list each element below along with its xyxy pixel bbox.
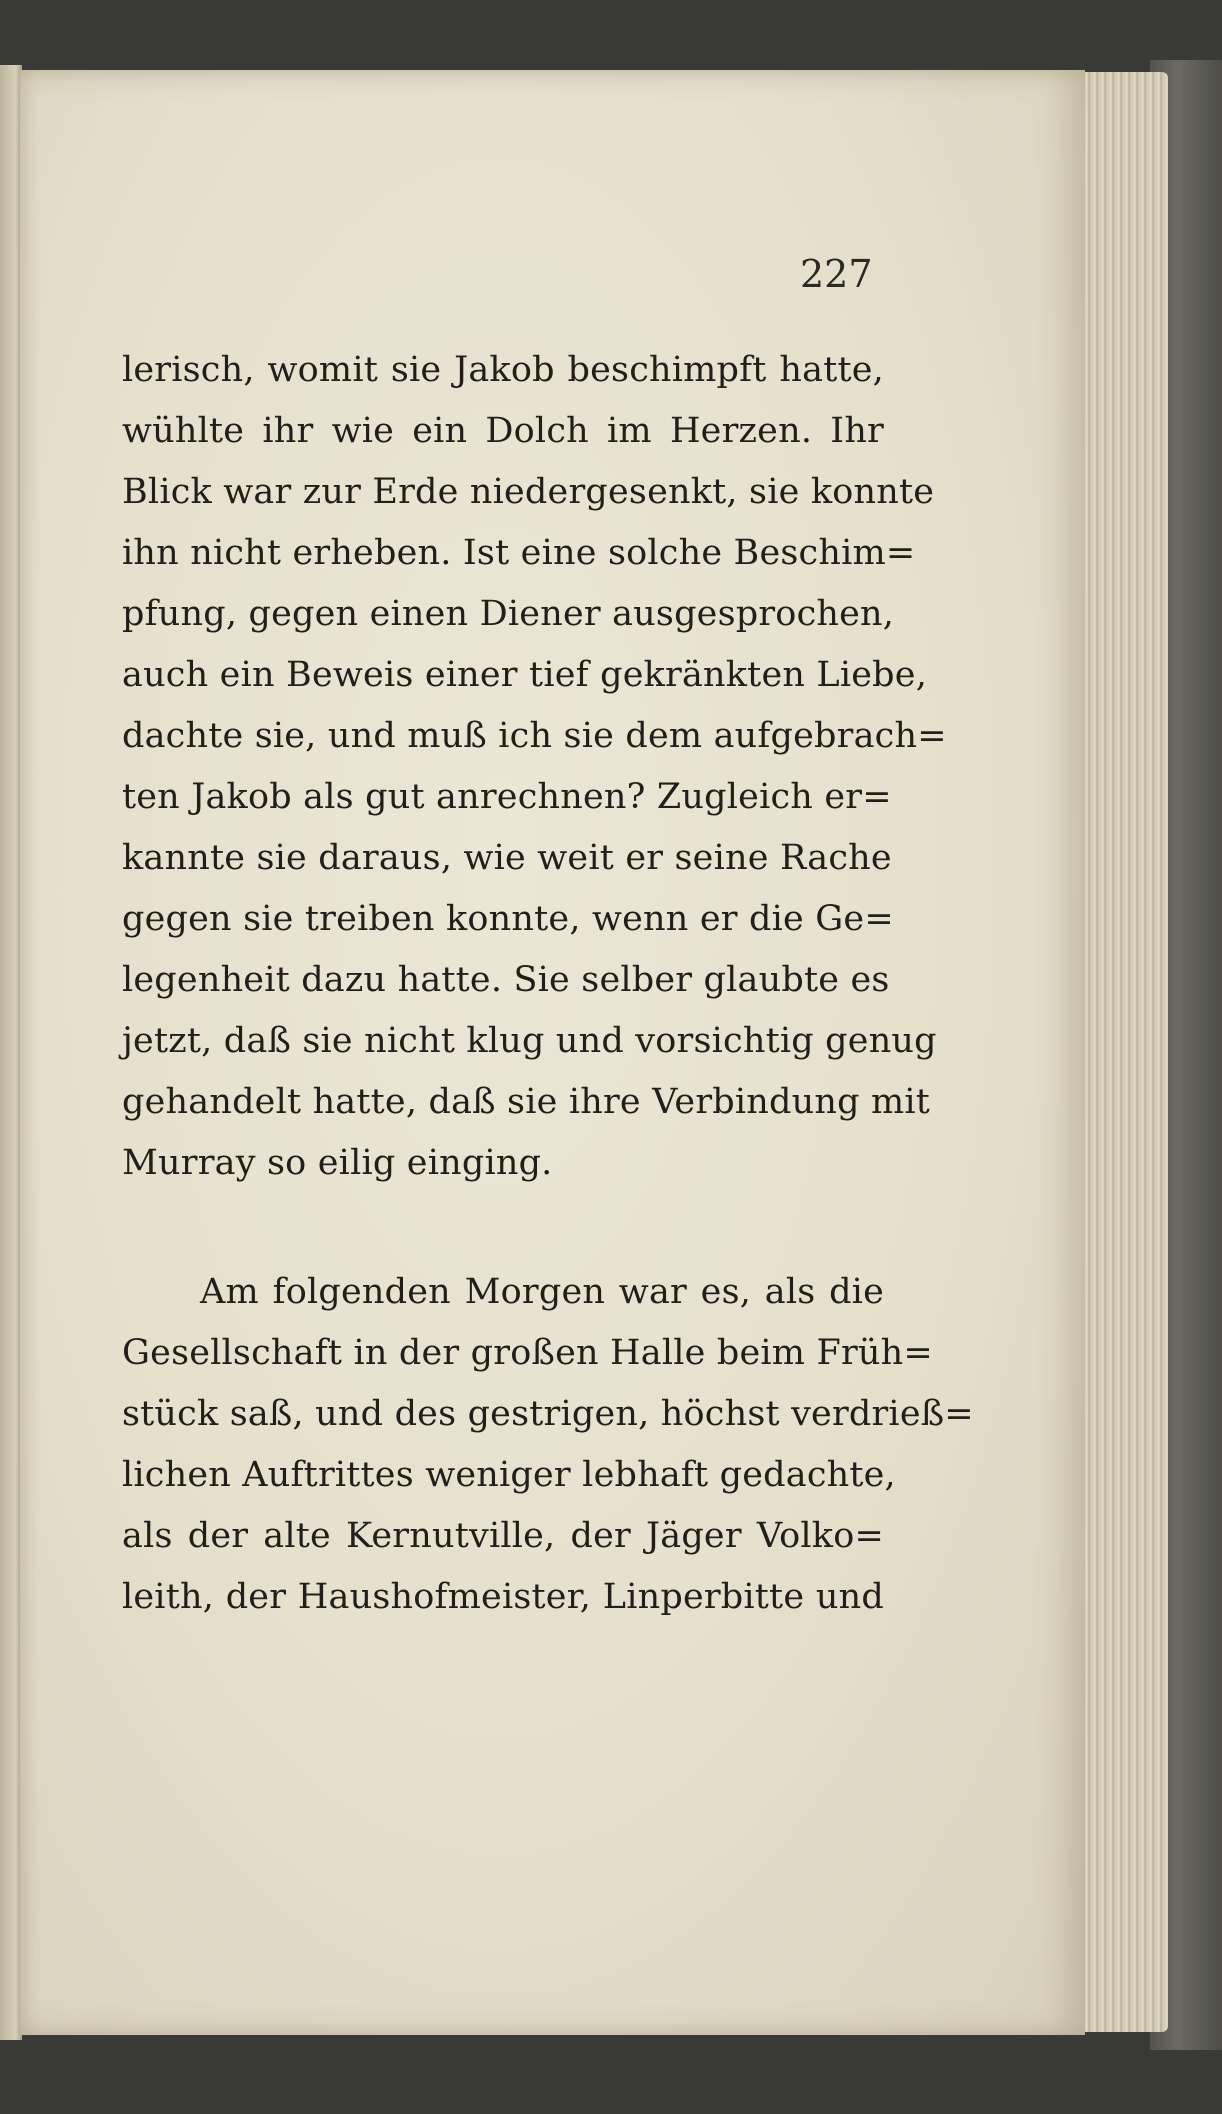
text-line: dachte sie, und muß ich sie dem aufgebrach= [122, 716, 947, 756]
paragraph-1 [122, 340, 947, 1194]
text-line: Blick war zur Erde niedergesenkt, sie konnte [122, 472, 935, 512]
text-line: gegen sie treiben konnte, wenn er die Ge= [122, 899, 894, 939]
text-line: kannte sie daraus, wie weit er seine Rache [122, 838, 892, 878]
text-line: lerisch, womit sie Jakob beschimpft hatte, [122, 350, 884, 390]
text-line: auch ein Beweis einer tief gekränkten Liebe, [122, 655, 928, 695]
text-line: Gesellschaft in der großen Halle beim Früh= [122, 1333, 933, 1373]
text-line: jetzt, daß sie nicht klug und vorsichtig genug [122, 1021, 937, 1061]
text-line: Murray so eilig einging. [122, 1143, 553, 1183]
paragraph-2-body [122, 1323, 974, 1628]
text-line: stück saß, und des gestrigen, höchst verdrieß= [122, 1394, 974, 1434]
text-line: Am folgenden Morgen war es, als die [200, 1272, 884, 1312]
page-text [122, 340, 974, 1628]
text-line: ten Jakob als gut anrechnen? Zugleich er= [122, 777, 892, 817]
text-line: lichen Auftrittes weniger lebhaft gedachte, [122, 1455, 896, 1495]
paragraph-break [122, 1194, 884, 1262]
text-line: leith, der Haushofmeister, Linperbitte und [122, 1577, 884, 1617]
paragraph-2 [122, 1262, 884, 1323]
text-line: gehandelt hatte, daß sie ihre Verbindung mit [122, 1082, 931, 1122]
page-number: 227 [800, 252, 873, 296]
text-line: wühlte ihr wie ein Dolch im Herzen. Ihr [122, 411, 884, 451]
facing-page-edge [0, 65, 22, 2040]
text-line: pfung, gegen einen Diener ausgesprochen, [122, 594, 895, 634]
text-line: ihn nicht erheben. Ist eine solche Beschim= [122, 533, 916, 573]
text-line: als der alte Kernutville, der Jäger Volko= [122, 1516, 884, 1556]
text-line: legenheit dazu hatte. Sie selber glaubte es [122, 960, 890, 1000]
